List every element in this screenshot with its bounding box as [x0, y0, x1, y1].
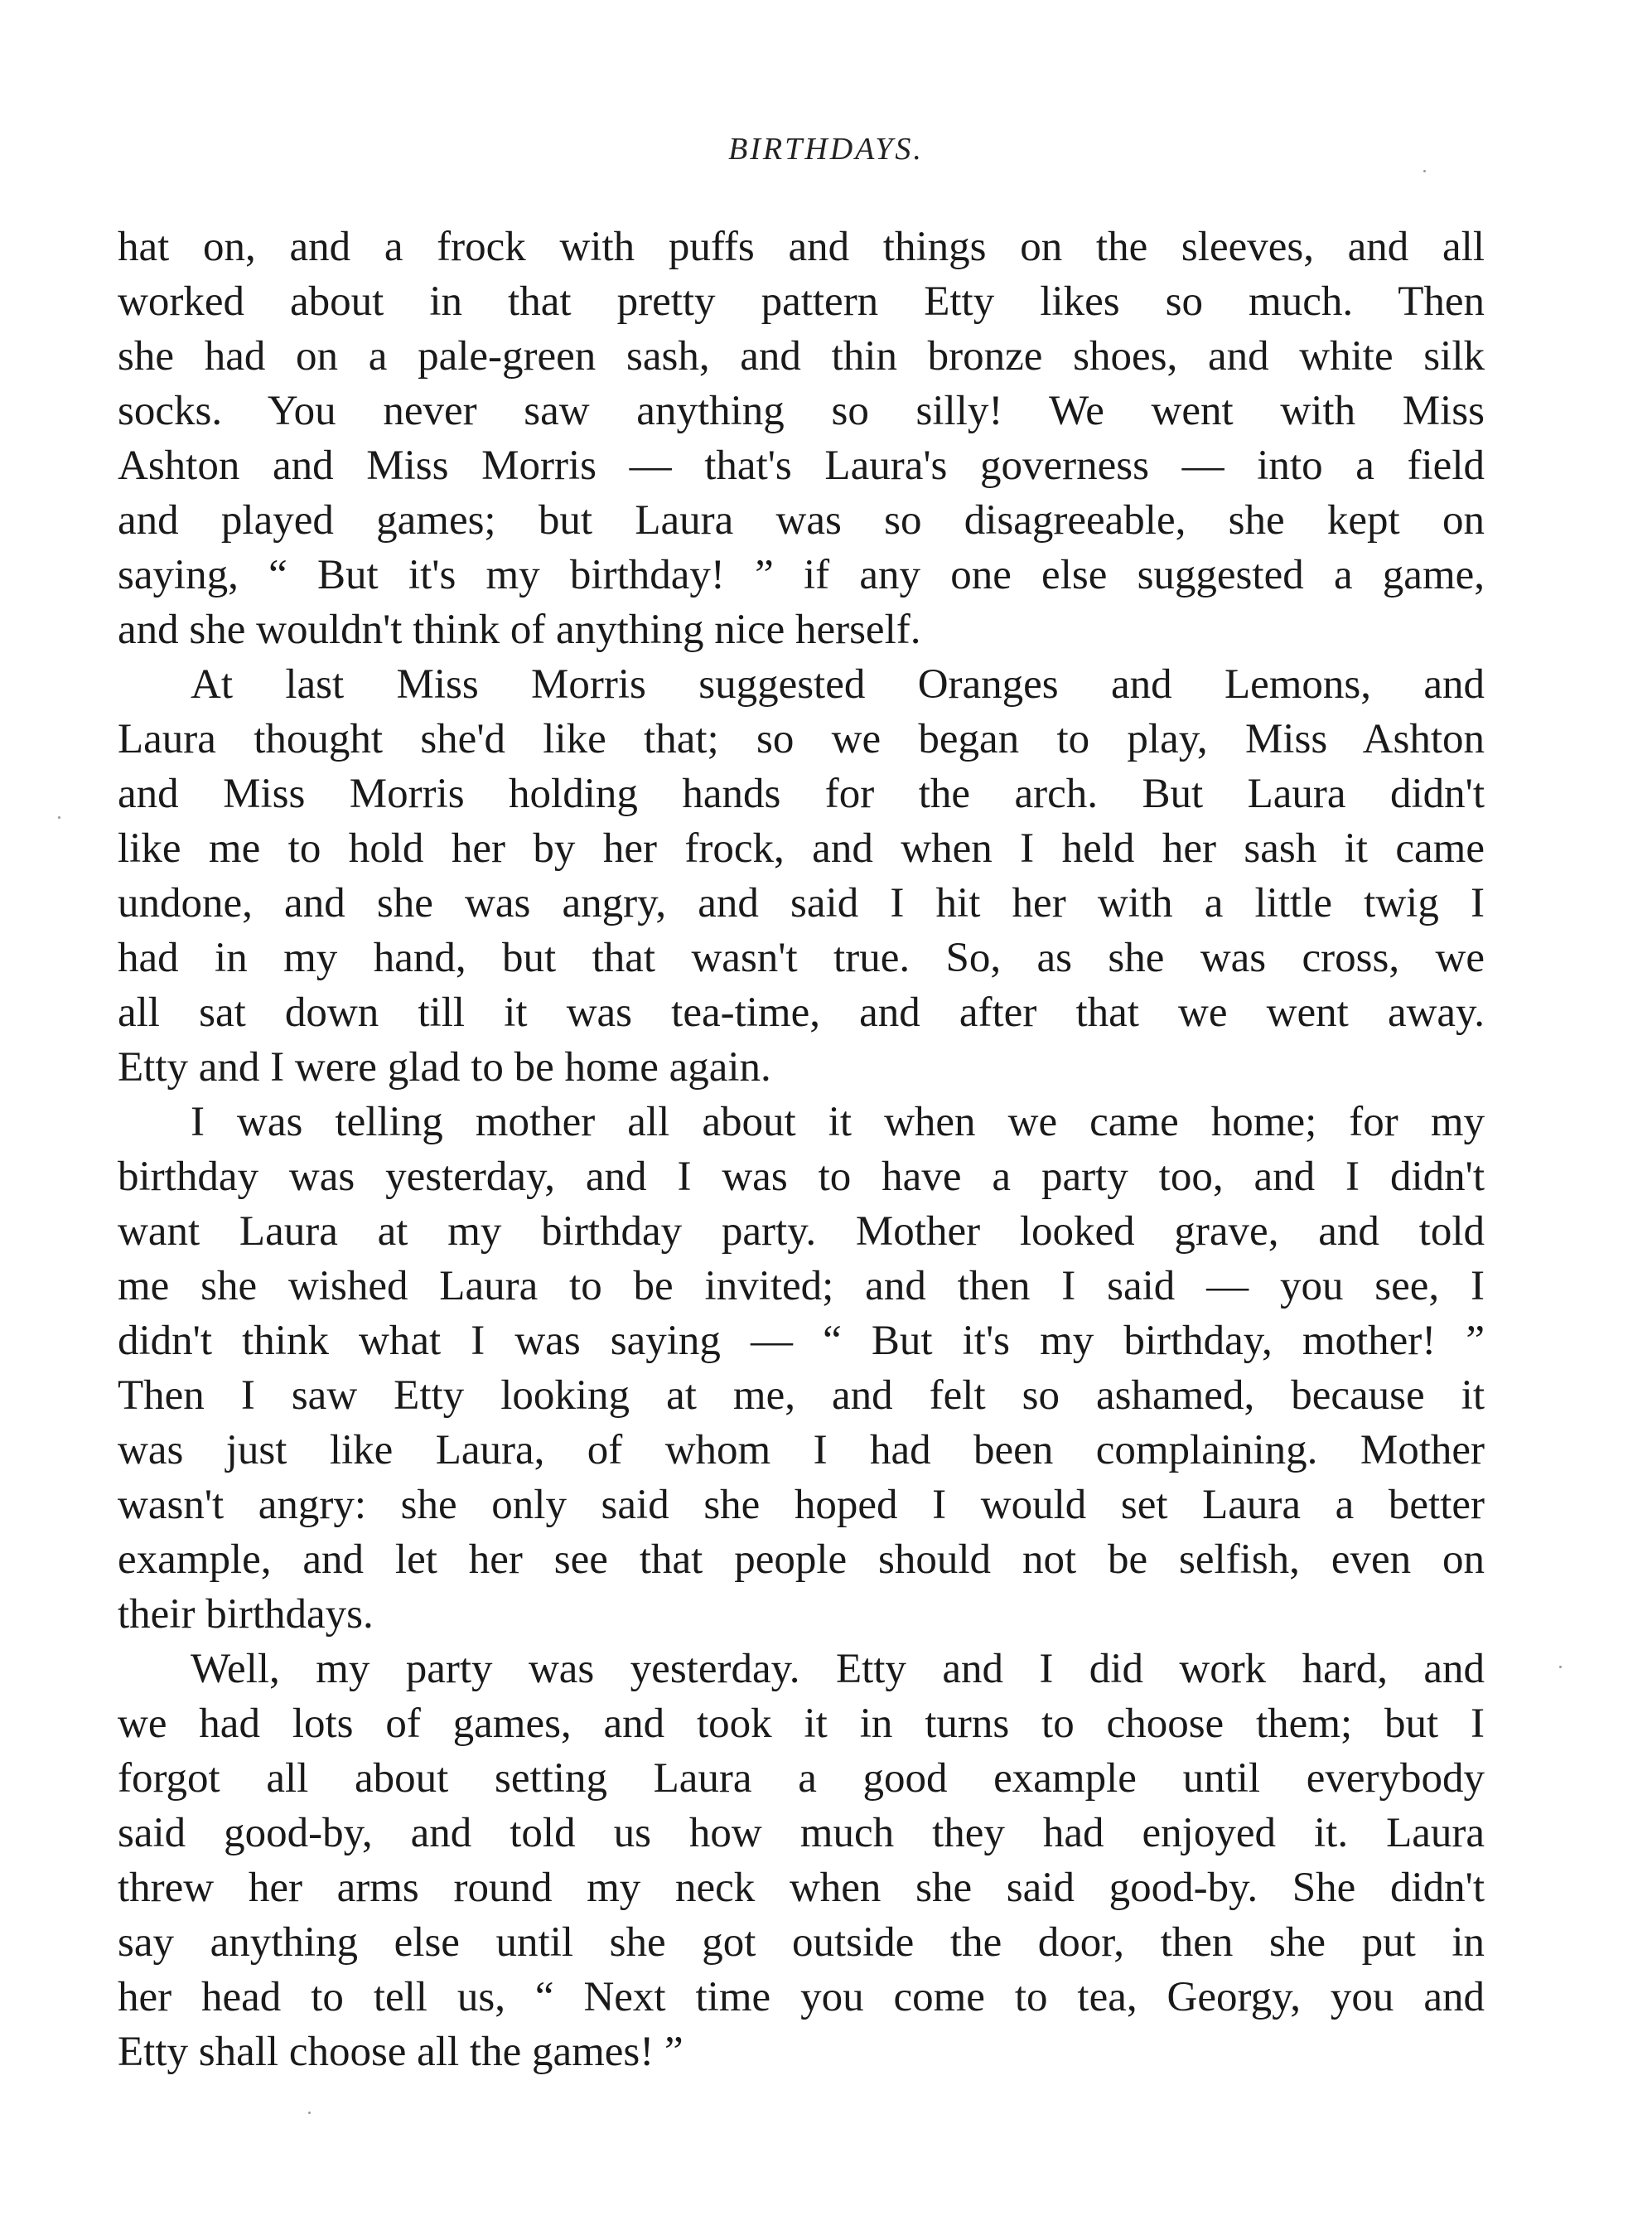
text-line: all sat down till it was tea-time, and after that we went away. — [118, 989, 1485, 1036]
text-line: Etty and I were glad to be home again. — [118, 1044, 771, 1091]
text-line: saying, “ But it's my birthday! ” if any one else suggested a game, — [118, 552, 1485, 598]
text-line: was just like Laura, of whom I had been complaining. Mother — [118, 1427, 1485, 1473]
text-line: undone, and she was angry, and said I hit her with a little twig I — [118, 880, 1485, 926]
text-line: like me to hold her by her frock, and when I held her sash it came — [118, 825, 1485, 872]
text-line: and Miss Morris holding hands for the arch. But Laura didn't — [118, 771, 1485, 817]
text-line: birthday was yesterday, and I was to have a party too, and I didn't — [118, 1154, 1485, 1200]
body-text — [118, 220, 1485, 2079]
text-line: want Laura at my birthday party. Mother looked grave, and told — [118, 1208, 1485, 1255]
text-line: threw her arms round my neck when she said good-by. She didn't — [118, 1865, 1485, 1911]
text-line: me she wished Laura to be invited; and then I said — you see, I — [118, 1263, 1485, 1309]
text-line: Ashton and Miss Morris — that's Laura's governess — into a field — [118, 443, 1485, 489]
text-line: didn't think what I was saying — “ But it's my birthday, mother! ” — [118, 1318, 1485, 1364]
text-line: and played games; but Laura was so disagreeable, she kept on — [118, 497, 1485, 544]
paper-speck — [1559, 1666, 1562, 1668]
text-line: Well, my party was yesterday. Etty and I did work hard, and — [191, 1646, 1485, 1692]
text-line: example, and let her see that people should not be selfish, even on — [118, 1536, 1485, 1583]
text-line: her head to tell us, “ Next time you come to tea, Georgy, you and — [118, 1974, 1485, 2020]
text-line: wasn't angry: she only said she hoped I would set Laura a better — [118, 1482, 1485, 1528]
text-line: socks. You never saw anything so silly! We went with Miss — [118, 388, 1485, 434]
text-line: hat on, and a frock with puffs and things on the sleeves, and all — [118, 224, 1485, 270]
running-head: BIRTHDAYS. — [728, 132, 924, 167]
text-line: she had on a pale-green sash, and thin bronze shoes, and white silk — [118, 333, 1485, 380]
text-line: said good-by, and told us how much they had enjoyed it. Laura — [118, 1810, 1485, 1856]
text-line: their birthdays. — [118, 1591, 374, 1638]
text-line: say anything else until she got outside the door, then she put in — [118, 1919, 1485, 1966]
text-line: forgot all about setting Laura a good example until everybody — [118, 1755, 1485, 1802]
text-line: Then I saw Etty looking at me, and felt so ashamed, because it — [118, 1372, 1485, 1419]
text-line: and she wouldn't think of anything nice herself. — [118, 607, 921, 653]
text-line: At last Miss Morris suggested Oranges and Lemons, and — [191, 661, 1485, 708]
text-line: worked about in that pretty pattern Etty likes so much. Then — [118, 278, 1485, 325]
text-line: had in my hand, but that wasn't true. So, as she was cross, we — [118, 935, 1485, 981]
text-line: we had lots of games, and took it in turns to choose them; but I — [118, 1701, 1485, 1747]
text-line: Laura thought she'd like that; so we began to play, Miss Ashton — [118, 716, 1485, 762]
text-line: Etty shall choose all the games! ” — [118, 2029, 684, 2075]
paper-speck — [308, 2112, 311, 2114]
text-line: I was telling mother all about it when we came home; for my — [191, 1099, 1485, 1145]
paper-speck — [1423, 170, 1426, 172]
paper-speck — [58, 816, 60, 819]
